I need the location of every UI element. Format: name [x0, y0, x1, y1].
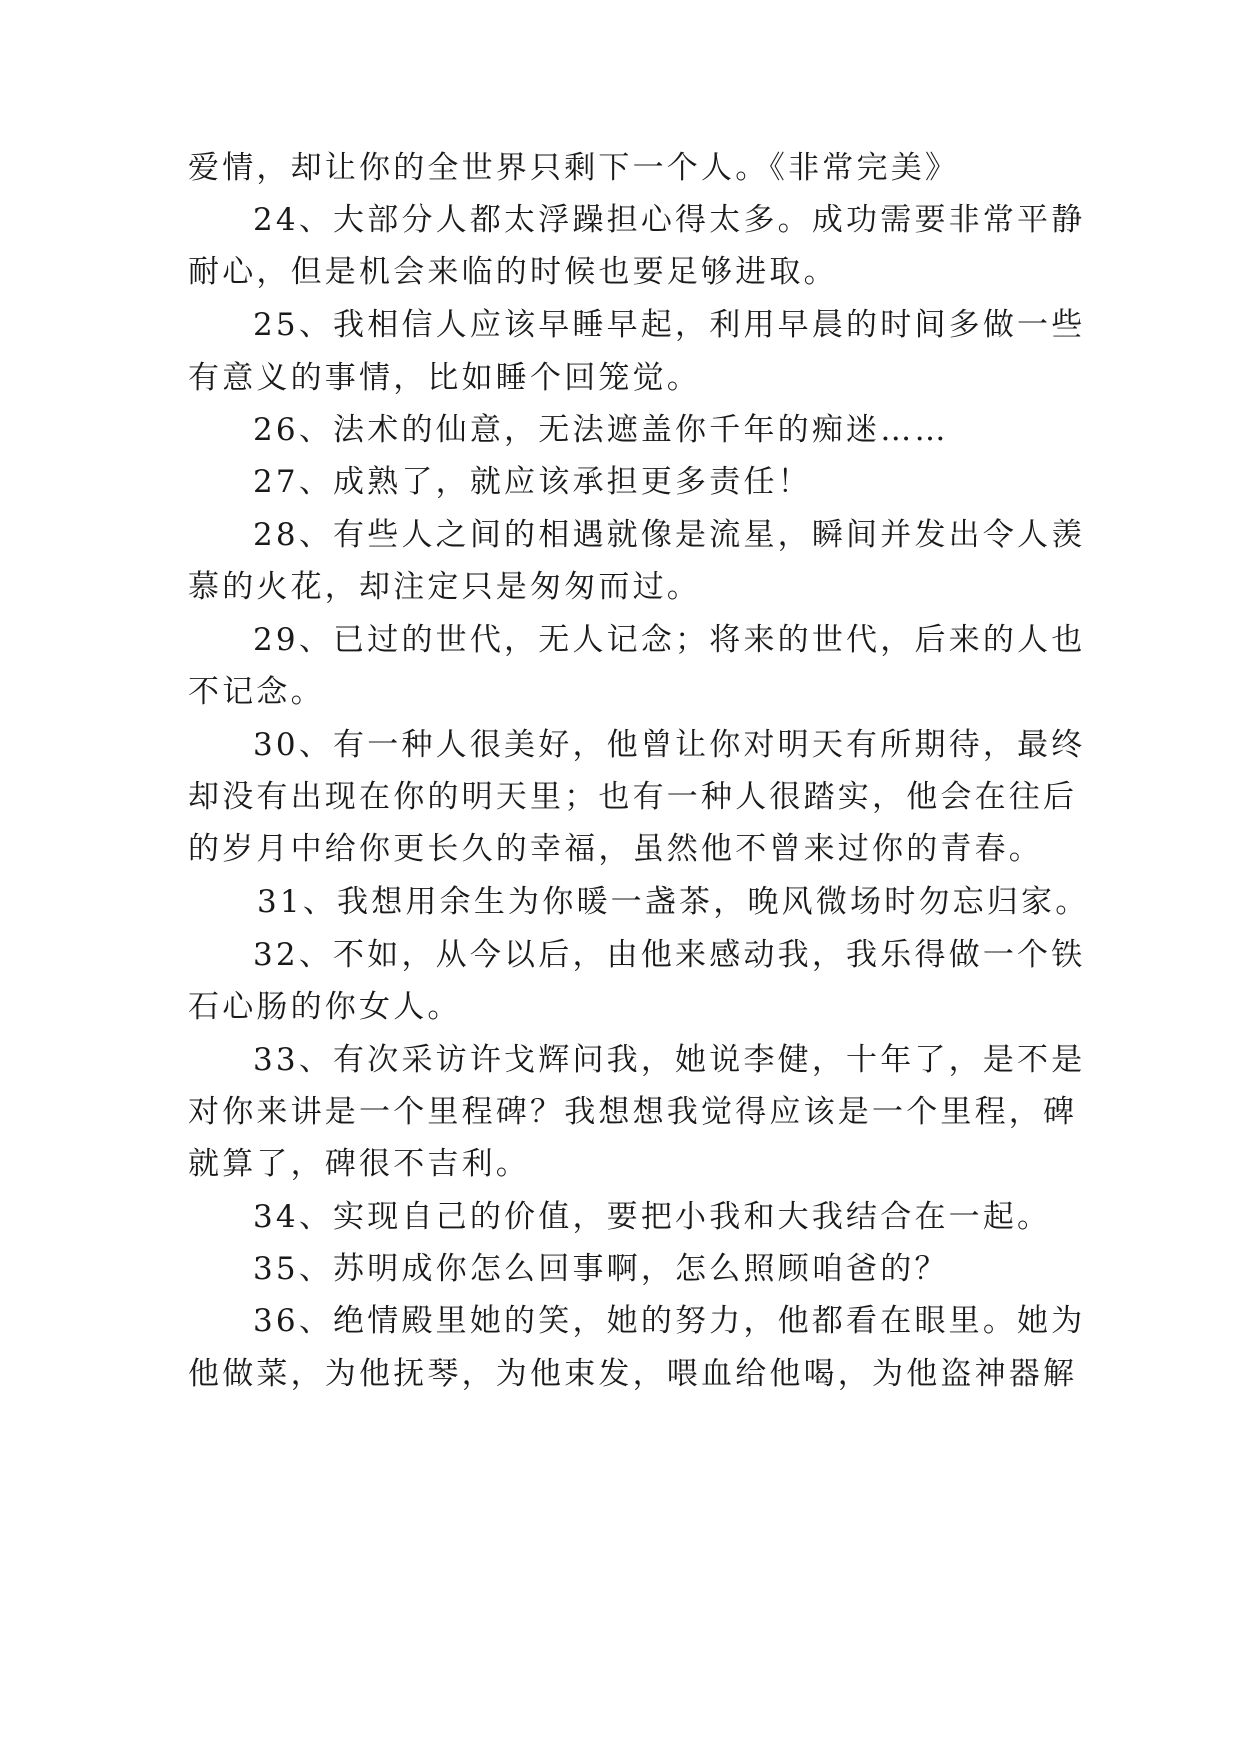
text-line: 27、成熟了，就应该承担更多责任！ — [253, 464, 812, 500]
text-line: 36、绝情殿里她的笑，她的努力，他都看在眼里。她为 — [253, 1303, 1086, 1339]
text-line: 25、我相信人应该早睡早起，利用早晨的时间多做一些 — [253, 307, 1086, 343]
text-line: 35、苏明成你怎么回事啊，怎么照顾咱爸的？ — [253, 1251, 949, 1287]
text-line: 33、有次采访许戈辉问我，她说李健，十年了，是不是 — [253, 1042, 1086, 1078]
text-line: 32、不如，从今以后，由他来感动我，我乐得做一个铁 — [253, 937, 1086, 973]
text-line: 石心肠的你女人。 — [188, 989, 462, 1025]
text-line: 不记念。 — [188, 674, 325, 710]
text-line: 就算了，碑很不吉利。 — [188, 1146, 530, 1182]
text-line: 慕的火花，却注定只是匆匆而过。 — [188, 569, 701, 605]
text-line: 却没有出现在你的明天里；也有一种人很踏实，他会在往后 — [188, 779, 1078, 815]
text-line: 24、大部分人都太浮躁担心得太多。成功需要非常平静 — [253, 202, 1086, 238]
text-line: 31、我想用余生为你暖一盏茶，晚风微场时勿忘归家。 — [257, 884, 1090, 920]
text-line: 有意义的事情，比如睡个回笼觉。 — [188, 360, 701, 396]
text-line: 对你来讲是一个里程碑？我想想我觉得应该是一个里程，碑 — [188, 1094, 1078, 1130]
text-line: 34、实现自己的价值，要把小我和大我结合在一起。 — [253, 1199, 1052, 1235]
text-line: 30、有一种人很美好，他曾让你对明天有所期待，最终 — [253, 727, 1086, 763]
text-line: 28、有些人之间的相遇就像是流星，瞬间并发出令人羡 — [253, 517, 1086, 553]
text-line: 爱情，却让你的全世界只剩下一个人。《非常完美》 — [188, 150, 960, 186]
text-line: 29、已过的世代，无人记念；将来的世代，后来的人也 — [253, 622, 1086, 658]
text-line: 26、法术的仙意，无法遮盖你千年的痴迷…… — [253, 412, 949, 448]
text-line: 他做菜，为他抚琴，为他束发，喂血给他喝，为他盗神器解 — [188, 1356, 1078, 1392]
text-line: 的岁月中给你更长久的幸福，虽然他不曾来过你的青春。 — [188, 831, 1043, 867]
text-line: 耐心，但是机会来临的时候也要足够进取。 — [188, 254, 838, 290]
